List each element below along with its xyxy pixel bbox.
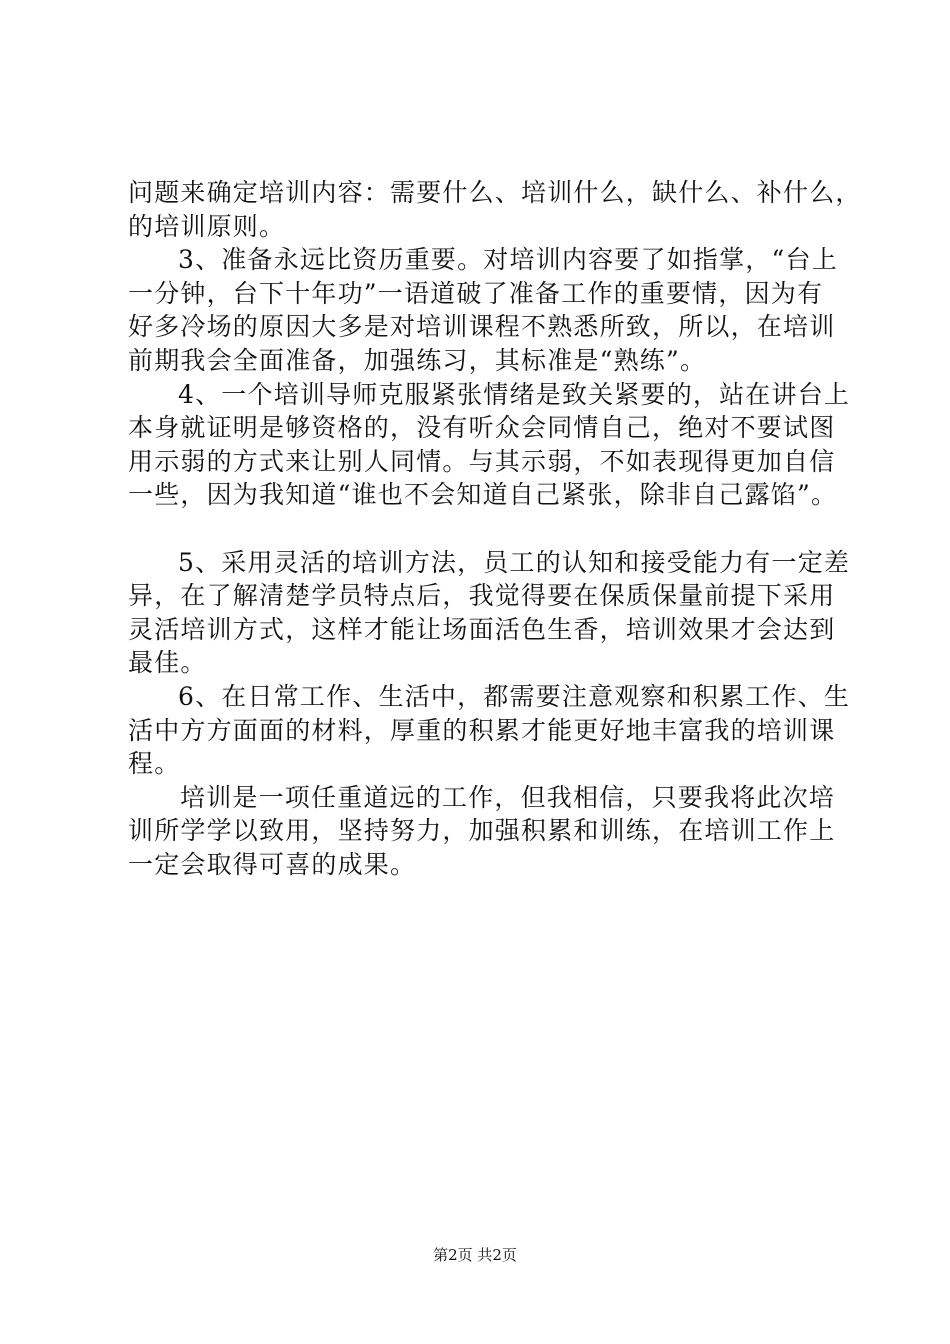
text-line: 灵活培训方式，这样才能让场面活色生香，培训效果才会达到 [128,614,836,644]
paragraph-4-start: 4、一个培训导师克服紧张情绪是致关紧要的，站在讲台上 [178,379,851,409]
text-line: 好多冷场的原因大多是对培训课程不熟悉所致，所以，在培训 [128,312,836,342]
text-line: 异，在了解清楚学员特点后，我觉得要在保质保量前提下采用 [128,581,836,611]
text-line: 本身就证明是够资格的，没有听众会同情自己，绝对不要试图 [128,413,836,443]
blank-line [128,512,848,546]
paragraph-6-start: 6、在日常工作、生活中，都需要注意观察和积累工作、生 [178,681,851,711]
text-line: 一些，因为我知道“谁也不会知道自己紧张，除非自己露馅”。 [128,480,838,510]
text-line: 问题来确定培训内容：需要什么、培训什么，缺什么、补什么， [128,178,862,207]
text-line: 活中方方面面的材料，厚重的积累才能更好地丰富我的培训课 [128,715,836,745]
text-line: 一分钟，台下十年功”一语道破了准备工作的重要情，因为有 [128,278,824,308]
text-line: 前期我会全面准备，加强练习，其标准是“熟练”。 [128,345,707,375]
text-line: 用示弱的方式来让别人同情。与其示弱，不如表现得更加自信 [128,446,836,476]
text-line: 程。 [128,749,181,779]
page-footer [0,1245,950,1265]
text-line: 的培训原则。 [128,211,286,241]
paragraph-5-start: 5、采用灵活的培训方法，员工的认知和接受能力有一定差 [178,547,851,577]
paragraph-3-start: 3、准备永远比资历重要。对培训内容要了如指掌，“台上 [178,245,838,275]
conclusion-paragraph-start: 培训是一项任重道远的工作，但我相信，只要我将此次培 [180,782,836,812]
text-line: 一定会取得可喜的成果。 [128,849,417,879]
text-line: 训所学学以致用，坚持努力，加强积累和训练，在培训工作上 [128,816,836,846]
document-body [128,176,862,881]
text-line: 最佳。 [128,648,207,678]
page-number: 第2页 共2页 [433,1246,517,1264]
